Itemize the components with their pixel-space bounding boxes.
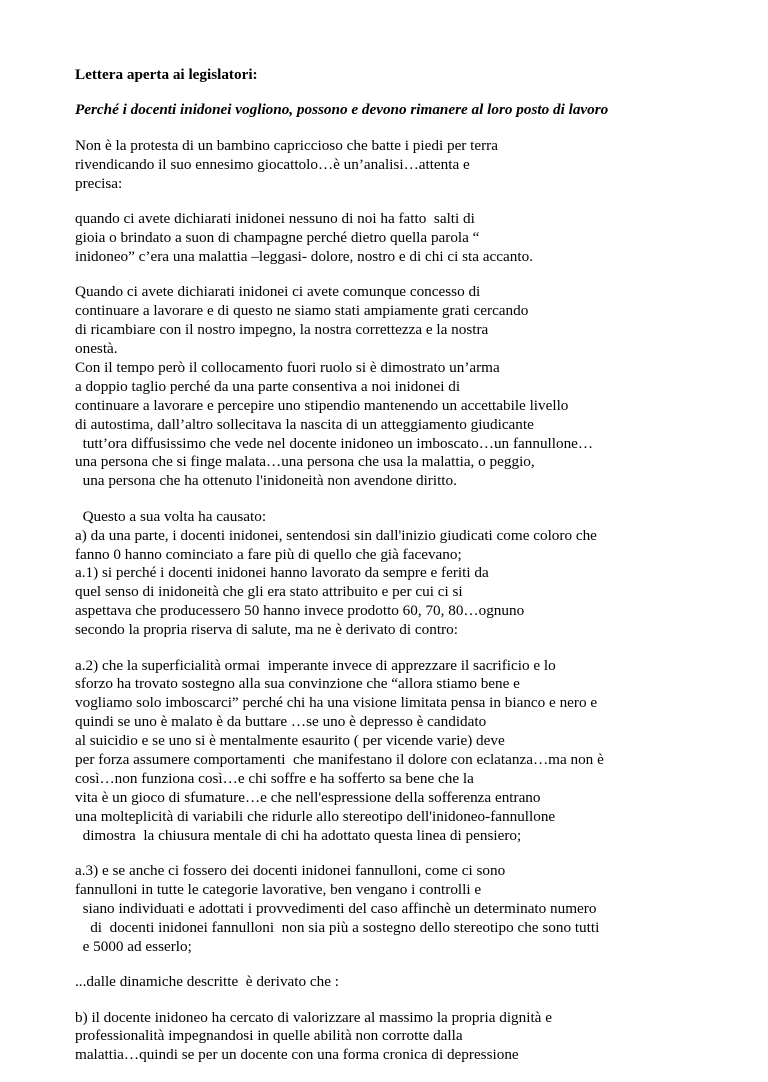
paragraph-line: una persona che ha ottenuto l'inidoneità non avendone diritto. xyxy=(75,472,457,490)
paragraph-line: continuare a lavorare e percepire uno stipendio mantenendo un accettabile livello xyxy=(75,396,569,414)
paragraph-line: fanno 0 hanno cominciato a fare più di quello che già facevano; xyxy=(75,545,462,563)
paragraph-line: di docenti inidonei fannulloni non sia più a sostegno dello stereotipo che sono tutti xyxy=(75,918,600,936)
paragraph-line: Questo a sua volta ha causato: xyxy=(75,507,267,525)
paragraph-line: vita è un gioco di sfumature…e che nell'espressione della sofferenza entrano xyxy=(75,788,541,806)
paragraph xyxy=(75,973,755,992)
paragraph-line: continuare a lavorare e di questo ne siamo stati ampiamente grati cercando xyxy=(75,302,529,320)
paragraph-line: gioia o brindato a suon di champagne perché dietro quella parola “ xyxy=(75,228,480,246)
letter-body xyxy=(75,137,755,1065)
paragraph-line: Non è la protesta di un bambino capriccioso che batte i piedi per terra xyxy=(75,136,498,154)
paragraph xyxy=(75,862,755,957)
paragraph-line: a.1) si perché i docenti inidonei hanno lavorato da sempre e feriti da xyxy=(75,564,489,582)
paragraph-line: a) da una parte, i docenti inidonei, sentendosi sin dall'inizio giudicati come coloro che xyxy=(75,526,597,544)
paragraph-line: professionalità impegnandosi in quelle abilità non corrotte dalla xyxy=(75,1027,463,1045)
paragraph-line: di ricambiare con il nostro impegno, la nostra correttezza e la nostra xyxy=(75,321,489,339)
paragraph-line: b) il docente inidoneo ha cercato di valorizzare al massimo la propria dignità e xyxy=(75,1008,552,1026)
paragraph-line: al suicidio e se uno si è mentalmente esaurito ( per vicende varie) deve xyxy=(75,732,505,750)
paragraph xyxy=(75,283,755,491)
paragraph-line: Quando ci avete dichiarati inidonei ci avete comunque concesso di xyxy=(75,283,481,301)
paragraph-line: ...dalle dinamiche descritte è derivato che : xyxy=(75,973,339,991)
paragraph-line: quindi se uno è malato è da buttare …se uno è depresso è candidato xyxy=(75,713,487,731)
paragraph-line: vogliamo solo imboscarci” perché chi ha una visione limitata pensa in bianco e nero e xyxy=(75,694,598,712)
paragraph-line: precisa: xyxy=(75,174,123,192)
paragraph-line: siano individuati e adottati i provvedimenti del caso affinchè un determinato numero xyxy=(75,899,597,917)
paragraph-line: sforzo ha trovato sostegno alla sua convinzione che “allora stiamo bene e xyxy=(75,675,520,693)
paragraph-line: inidoneo” c’era una malattia –leggasi- dolore, nostro e di chi ci sta accanto. xyxy=(75,247,533,265)
paragraph-line: Con il tempo però il collocamento fuori ruolo si è dimostrato un’arma xyxy=(75,358,500,376)
paragraph xyxy=(75,210,755,267)
paragraph xyxy=(75,137,755,194)
letter-heading: Lettera aperta ai legislatori: xyxy=(75,66,258,83)
document-page xyxy=(75,66,755,1082)
paragraph-line: così…non funziona così…e chi soffre e ha sofferto sa bene che la xyxy=(75,770,474,787)
paragraph-line: fannulloni in tutte le categorie lavorative, ben vengano i controlli e xyxy=(75,881,482,899)
paragraph-line: dimostra la chiusura mentale di chi ha adottato questa linea di pensiero; xyxy=(75,826,522,844)
paragraph-line: una molteplicità di variabili che ridurle allo stereotipo dell'inidoneo-fannullone xyxy=(75,807,556,825)
paragraph xyxy=(75,1009,755,1066)
paragraph-line: quel senso di inidoneità che gli era stato attribuito e per cui ci si xyxy=(75,583,463,601)
paragraph-line: di autostima, dall’altro sollecitava la nascita di un atteggiamento giudicante xyxy=(75,415,534,433)
paragraph-line: rivendicando il suo ennesimo giocattolo…è un’analisi…attenta e xyxy=(75,155,470,173)
letter-subtitle: Perché i docenti inidonei vogliono, possono e devono rimanere al loro posto di lavoro xyxy=(75,101,609,119)
paragraph-line: aspettava che producessero 50 hanno invece prodotto 60, 70, 80…ognuno xyxy=(75,602,525,620)
paragraph xyxy=(75,508,755,640)
paragraph-line: e 5000 ad esserlo; xyxy=(75,937,192,955)
paragraph-line: per forza assumere comportamenti che manifestano il dolore con eclatanza…ma non è xyxy=(75,751,604,769)
paragraph-line: a.3) e se anche ci fossero dei docenti inidonei fannulloni, come ci sono xyxy=(75,862,506,880)
paragraph-line: onestà. xyxy=(75,339,118,357)
paragraph-line: una persona che si finge malata…una persona che usa la malattia, o peggio, xyxy=(75,453,535,471)
paragraph-line: a doppio taglio perché da una parte consentiva a noi inidonei di xyxy=(75,377,461,395)
paragraph-line: tutt’ora diffusissimo che vede nel docente inidoneo un imboscato…un fannullone… xyxy=(75,434,594,452)
paragraph-line: quando ci avete dichiarati inidonei nessuno di noi ha fatto salti di xyxy=(75,210,475,228)
paragraph xyxy=(75,657,755,846)
paragraph-line: malattia…quindi se per un docente con una forma cronica di depressione xyxy=(75,1046,519,1064)
paragraph-line: secondo la propria riserva di salute, ma ne è derivato di contro: xyxy=(75,621,458,639)
paragraph-line: a.2) che la superficialità ormai imperante invece di apprezzare il sacrificio e lo xyxy=(75,656,556,674)
